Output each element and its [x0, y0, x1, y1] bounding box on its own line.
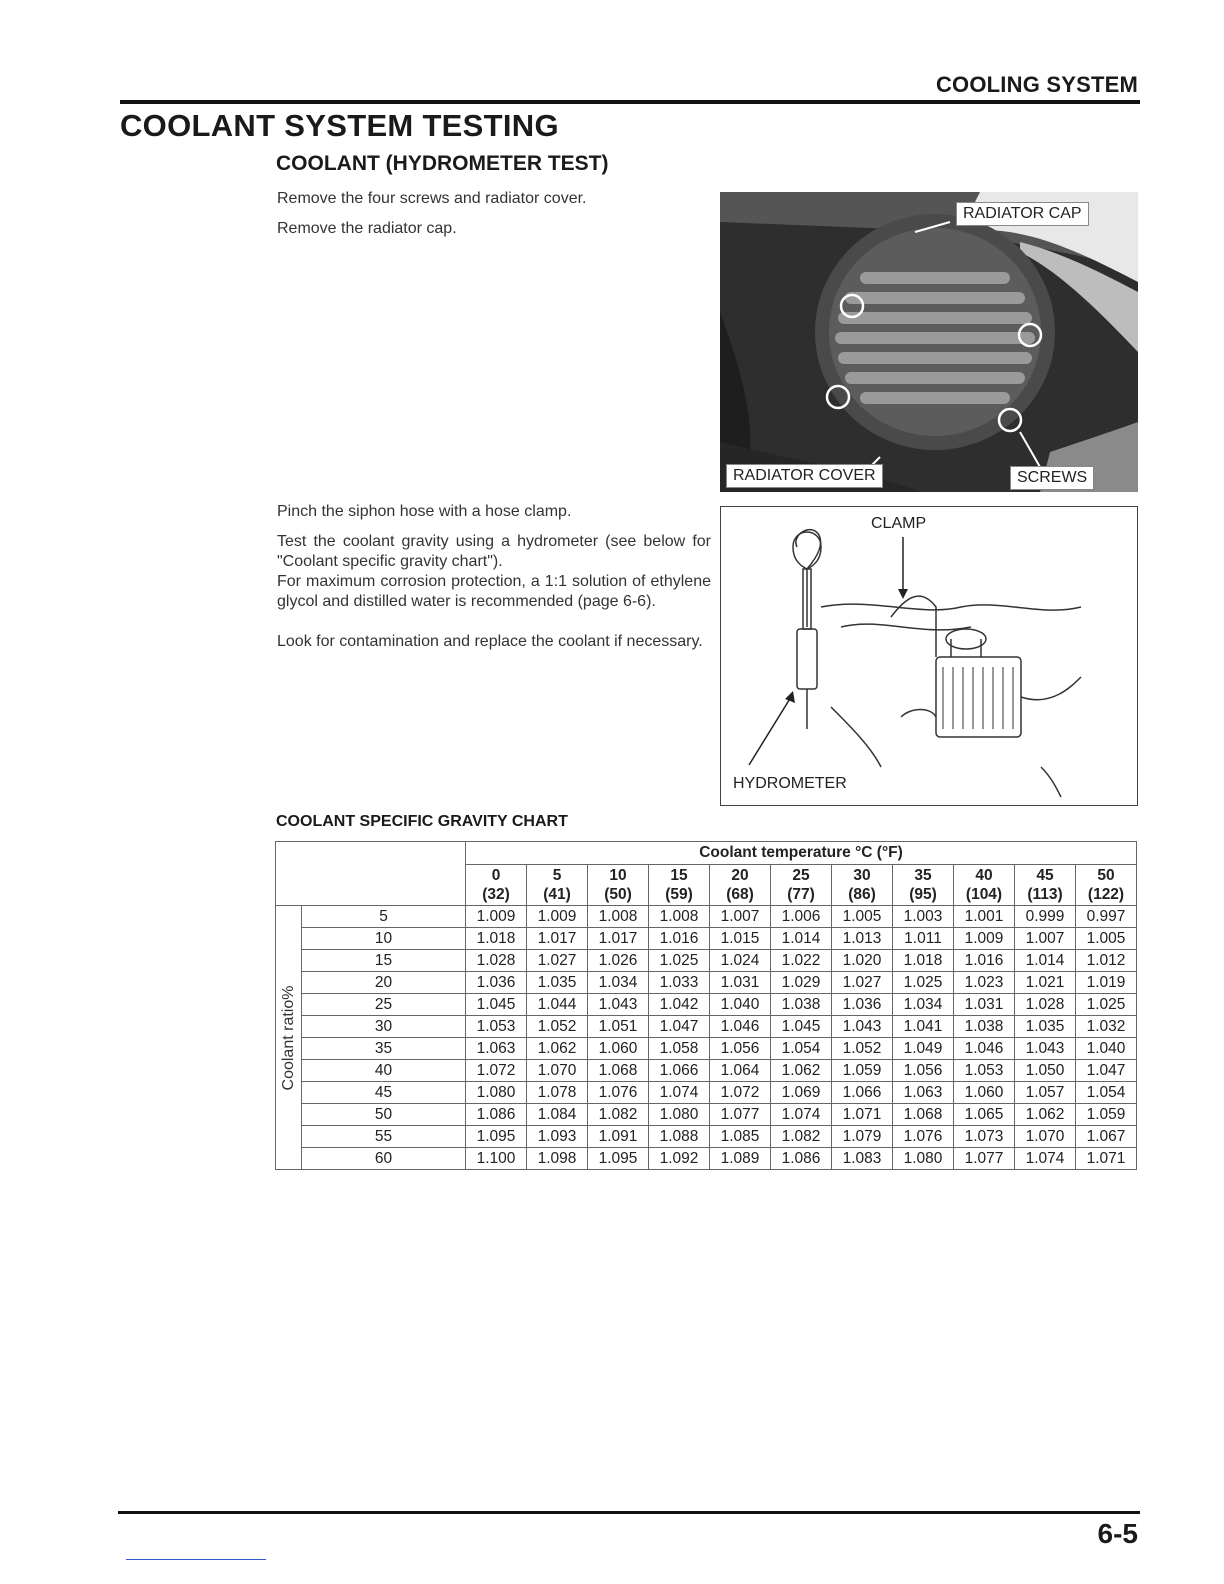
- gravity-value-cell: 1.060: [954, 1082, 1015, 1104]
- gravity-value-cell: 1.092: [649, 1148, 710, 1170]
- temperature-celsius: 40: [975, 867, 993, 884]
- footer-rule: [118, 1511, 1140, 1514]
- temperature-celsius: 25: [792, 867, 810, 884]
- gravity-value-cell: 1.054: [1076, 1082, 1137, 1104]
- gravity-value-cell: 1.001: [954, 906, 1015, 928]
- gravity-value-cell: 0.997: [1076, 906, 1137, 928]
- gravity-value-cell: 1.085: [710, 1126, 771, 1148]
- gravity-value-cell: 1.016: [954, 950, 1015, 972]
- gravity-value-cell: 1.080: [649, 1104, 710, 1126]
- gravity-value-cell: 1.031: [954, 994, 1015, 1016]
- gravity-value-cell: 1.008: [588, 906, 649, 928]
- temperature-column-header: [527, 865, 588, 906]
- gravity-value-cell: 1.077: [954, 1148, 1015, 1170]
- temperature-column-header: [832, 865, 893, 906]
- gravity-value-cell: 1.088: [649, 1126, 710, 1148]
- gravity-value-cell: 1.052: [832, 1038, 893, 1060]
- gravity-value-cell: 1.027: [527, 950, 588, 972]
- ratio-cell: 45: [302, 1082, 466, 1104]
- temperature-fahrenheit: (68): [726, 886, 754, 903]
- gravity-value-cell: 1.027: [832, 972, 893, 994]
- gravity-value-cell: 1.038: [954, 1016, 1015, 1038]
- temperature-column-header: [954, 865, 1015, 906]
- gravity-value-cell: 1.072: [466, 1060, 527, 1082]
- temperature-column-header: [588, 865, 649, 906]
- gravity-value-cell: 1.065: [954, 1104, 1015, 1126]
- gravity-value-cell: 1.063: [893, 1082, 954, 1104]
- page-number: 6-5: [1097, 1518, 1138, 1549]
- gravity-value-cell: 1.062: [527, 1038, 588, 1060]
- gravity-value-cell: 1.066: [832, 1082, 893, 1104]
- chart-title: COOLANT SPECIFIC GRAVITY CHART: [276, 813, 568, 830]
- gravity-value-cell: 1.012: [1076, 950, 1137, 972]
- ratio-cell: 15: [302, 950, 466, 972]
- ratio-cell: 60: [302, 1148, 466, 1170]
- gravity-value-cell: 1.066: [649, 1060, 710, 1082]
- gravity-value-cell: 1.046: [710, 1016, 771, 1038]
- temperature-celsius: 20: [731, 867, 749, 884]
- gravity-value-cell: 1.074: [649, 1082, 710, 1104]
- section-subtitle: COOLANT (HYDROMETER TEST): [276, 152, 609, 175]
- gravity-table-body: [276, 906, 1137, 1170]
- temperature-celsius: 35: [914, 867, 932, 884]
- hydrometer-line-art: [721, 507, 1137, 805]
- table-row: [276, 994, 1137, 1016]
- gravity-value-cell: 1.080: [893, 1148, 954, 1170]
- gravity-value-cell: 1.025: [1076, 994, 1137, 1016]
- gravity-value-cell: 1.095: [466, 1126, 527, 1148]
- gravity-value-cell: 1.035: [1015, 1016, 1076, 1038]
- gravity-value-cell: 1.009: [527, 906, 588, 928]
- radiator-cover-photo: [720, 192, 1138, 492]
- temperature-fahrenheit: (59): [665, 886, 693, 903]
- gravity-value-cell: 1.024: [710, 950, 771, 972]
- gravity-value-cell: 1.086: [466, 1104, 527, 1126]
- temperature-header: Coolant temperature °C (°F): [466, 842, 1137, 865]
- gravity-value-cell: 1.035: [527, 972, 588, 994]
- gravity-value-cell: 1.017: [527, 928, 588, 950]
- step-corrosion-note: For maximum corrosion protection, a 1:1 solution of ethylene glycol and distilled water is recommended (page 6-6).: [277, 573, 711, 610]
- gravity-value-cell: 1.011: [893, 928, 954, 950]
- gravity-value-cell: 1.063: [466, 1038, 527, 1060]
- temperature-fahrenheit: (122): [1087, 886, 1125, 903]
- gravity-value-cell: 1.042: [649, 994, 710, 1016]
- gravity-value-cell: 1.053: [954, 1060, 1015, 1082]
- gravity-value-cell: 1.016: [649, 928, 710, 950]
- ratio-cell: 5: [302, 906, 466, 928]
- table-row: [276, 1126, 1137, 1148]
- gravity-value-cell: 1.070: [527, 1060, 588, 1082]
- section-header: COOLING SYSTEM: [935, 72, 1138, 97]
- step-remove-cap: Remove the radiator cap.: [277, 220, 457, 237]
- gravity-value-cell: 1.056: [893, 1060, 954, 1082]
- temperature-celsius: 45: [1036, 867, 1054, 884]
- gravity-value-cell: 1.036: [832, 994, 893, 1016]
- gravity-value-cell: 1.089: [710, 1148, 771, 1170]
- gravity-value-cell: 1.060: [588, 1038, 649, 1060]
- page-title: COOLANT SYSTEM TESTING: [120, 108, 559, 143]
- gravity-value-cell: 1.079: [832, 1126, 893, 1148]
- gravity-value-cell: 1.013: [832, 928, 893, 950]
- gravity-value-cell: 1.057: [1015, 1082, 1076, 1104]
- temperature-celsius: 15: [670, 867, 688, 884]
- gravity-value-cell: 1.086: [771, 1148, 832, 1170]
- gravity-value-cell: 1.059: [1076, 1104, 1137, 1126]
- gravity-value-cell: 1.077: [710, 1104, 771, 1126]
- radiator-cap-label: RADIATOR CAP: [956, 202, 1089, 226]
- temperature-celsius: 10: [609, 867, 627, 884]
- ratio-cell: 40: [302, 1060, 466, 1082]
- gravity-value-cell: 1.053: [466, 1016, 527, 1038]
- gravity-value-cell: 1.064: [710, 1060, 771, 1082]
- temperature-celsius: 50: [1097, 867, 1115, 884]
- table-row: [276, 950, 1137, 972]
- step-contamination: Look for contamination and replace the coolant if necessary.: [277, 633, 703, 650]
- gravity-value-cell: 1.040: [710, 994, 771, 1016]
- gravity-value-cell: 1.072: [710, 1082, 771, 1104]
- table-row: [276, 1082, 1137, 1104]
- gravity-value-cell: 1.015: [710, 928, 771, 950]
- ratio-cell: 20: [302, 972, 466, 994]
- radiator-photo-graphic: [720, 192, 1138, 492]
- gravity-value-cell: 1.071: [1076, 1148, 1137, 1170]
- gravity-value-cell: 1.080: [466, 1082, 527, 1104]
- gravity-value-cell: 1.008: [649, 906, 710, 928]
- gravity-value-cell: 1.049: [893, 1038, 954, 1060]
- radiator-cover-label: RADIATOR COVER: [726, 464, 883, 488]
- gravity-value-cell: 1.069: [771, 1082, 832, 1104]
- gravity-value-cell: 1.100: [466, 1148, 527, 1170]
- gravity-value-cell: 1.007: [710, 906, 771, 928]
- gravity-value-cell: 1.014: [771, 928, 832, 950]
- gravity-value-cell: 1.014: [1015, 950, 1076, 972]
- temperature-column-header: [649, 865, 710, 906]
- gravity-value-cell: 1.045: [466, 994, 527, 1016]
- gravity-value-cell: 1.034: [588, 972, 649, 994]
- gravity-value-cell: 1.062: [771, 1060, 832, 1082]
- temperature-fahrenheit: (32): [482, 886, 510, 903]
- table-row: [276, 906, 1137, 928]
- gravity-value-cell: 1.051: [588, 1016, 649, 1038]
- gravity-value-cell: 1.018: [466, 928, 527, 950]
- step-pinch-hose: Pinch the siphon hose with a hose clamp.: [277, 503, 572, 520]
- gravity-value-cell: 1.068: [893, 1104, 954, 1126]
- gravity-value-cell: 1.046: [954, 1038, 1015, 1060]
- hydrometer-drawing: [720, 506, 1138, 806]
- gravity-value-cell: 1.043: [832, 1016, 893, 1038]
- gravity-value-cell: 1.033: [649, 972, 710, 994]
- gravity-value-cell: 1.073: [954, 1126, 1015, 1148]
- gravity-value-cell: 1.047: [649, 1016, 710, 1038]
- gravity-value-cell: 1.005: [1076, 928, 1137, 950]
- gravity-value-cell: 1.023: [954, 972, 1015, 994]
- gravity-value-cell: 1.043: [588, 994, 649, 1016]
- screws-label: SCREWS: [1010, 466, 1094, 490]
- gravity-value-cell: 1.058: [649, 1038, 710, 1060]
- header-rule: [120, 100, 1140, 104]
- corner-cell: [276, 842, 466, 906]
- gravity-value-cell: 1.074: [1015, 1148, 1076, 1170]
- gravity-value-cell: 1.082: [588, 1104, 649, 1126]
- ratio-cell: 55: [302, 1126, 466, 1148]
- temperature-column-header: [771, 865, 832, 906]
- temperature-fahrenheit: (77): [787, 886, 815, 903]
- ratio-cell: 25: [302, 994, 466, 1016]
- clamp-label: CLAMP: [871, 515, 927, 532]
- gravity-value-cell: 1.009: [466, 906, 527, 928]
- gravity-value-cell: 1.017: [588, 928, 649, 950]
- gravity-value-cell: 1.047: [1076, 1060, 1137, 1082]
- gravity-value-cell: 1.093: [527, 1126, 588, 1148]
- gravity-value-cell: 1.029: [771, 972, 832, 994]
- gravity-value-cell: 1.062: [1015, 1104, 1076, 1126]
- footer-link-underline: [126, 1559, 266, 1560]
- gravity-value-cell: 1.044: [527, 994, 588, 1016]
- gravity-value-cell: 1.059: [832, 1060, 893, 1082]
- gravity-value-cell: 1.070: [1015, 1126, 1076, 1148]
- table-row: [276, 1104, 1137, 1126]
- gravity-value-cell: 1.052: [527, 1016, 588, 1038]
- gravity-value-cell: 1.021: [1015, 972, 1076, 994]
- gravity-value-cell: 1.022: [771, 950, 832, 972]
- gravity-value-cell: 1.074: [771, 1104, 832, 1126]
- ratio-cell: 10: [302, 928, 466, 950]
- gravity-value-cell: 1.071: [832, 1104, 893, 1126]
- temperature-fahrenheit: (86): [848, 886, 876, 903]
- gravity-value-cell: 1.045: [771, 1016, 832, 1038]
- temperature-celsius: 0: [491, 867, 501, 884]
- gravity-value-cell: 1.018: [893, 950, 954, 972]
- gravity-value-cell: 1.095: [588, 1148, 649, 1170]
- gravity-value-cell: 1.003: [893, 906, 954, 928]
- temperature-fahrenheit: (95): [909, 886, 937, 903]
- gravity-value-cell: 1.028: [1015, 994, 1076, 1016]
- step-test-gravity: Test the coolant gravity using a hydrometer (see below for "Coolant specific gravity chart").: [277, 533, 711, 570]
- ratio-cell: 35: [302, 1038, 466, 1060]
- gravity-value-cell: 1.054: [771, 1038, 832, 1060]
- gravity-value-cell: 1.076: [893, 1126, 954, 1148]
- ratio-cell: 50: [302, 1104, 466, 1126]
- hydrometer-label: HYDROMETER: [733, 775, 847, 792]
- temperature-fahrenheit: (41): [543, 886, 571, 903]
- gravity-value-cell: 1.041: [893, 1016, 954, 1038]
- gravity-value-cell: 1.025: [893, 972, 954, 994]
- gravity-value-cell: 1.038: [771, 994, 832, 1016]
- ratio-cell: 30: [302, 1016, 466, 1038]
- gravity-value-cell: 1.078: [527, 1082, 588, 1104]
- temperature-column-header: [1015, 865, 1076, 906]
- temperature-fahrenheit: (50): [604, 886, 632, 903]
- gravity-value-cell: 1.005: [832, 906, 893, 928]
- table-row: [276, 1016, 1137, 1038]
- gravity-value-cell: 1.043: [1015, 1038, 1076, 1060]
- temperature-fahrenheit: (113): [1027, 886, 1063, 903]
- gravity-value-cell: 1.032: [1076, 1016, 1137, 1038]
- table-row: [276, 1038, 1137, 1060]
- gravity-value-cell: 1.076: [588, 1082, 649, 1104]
- row-axis-cell: [276, 906, 302, 1170]
- gravity-value-cell: 1.006: [771, 906, 832, 928]
- row-axis-label: Coolant ratio%: [279, 985, 297, 1090]
- step-remove-screws: Remove the four screws and radiator cover.: [277, 190, 587, 207]
- gravity-value-cell: 1.083: [832, 1148, 893, 1170]
- temperature-column-header: [893, 865, 954, 906]
- gravity-value-cell: 1.026: [588, 950, 649, 972]
- gravity-value-cell: 1.034: [893, 994, 954, 1016]
- gravity-value-cell: 1.098: [527, 1148, 588, 1170]
- gravity-value-cell: 1.082: [771, 1126, 832, 1148]
- temperature-column-header: [466, 865, 527, 906]
- gravity-value-cell: 1.025: [649, 950, 710, 972]
- gravity-value-cell: 0.999: [1015, 906, 1076, 928]
- gravity-value-cell: 1.031: [710, 972, 771, 994]
- table-row: [276, 1060, 1137, 1082]
- temperature-column-header: [1076, 865, 1137, 906]
- gravity-value-cell: 1.068: [588, 1060, 649, 1082]
- gravity-value-cell: 1.028: [466, 950, 527, 972]
- temperature-celsius: 30: [853, 867, 871, 884]
- gravity-value-cell: 1.050: [1015, 1060, 1076, 1082]
- table-row: [276, 972, 1137, 994]
- table-row: [276, 1148, 1137, 1170]
- gravity-table: [275, 841, 1137, 1170]
- temperature-column-header: [710, 865, 771, 906]
- gravity-value-cell: 1.036: [466, 972, 527, 994]
- temperature-celsius: 5: [552, 867, 562, 884]
- gravity-value-cell: 1.084: [527, 1104, 588, 1126]
- gravity-value-cell: 1.007: [1015, 928, 1076, 950]
- gravity-value-cell: 1.019: [1076, 972, 1137, 994]
- gravity-value-cell: 1.091: [588, 1126, 649, 1148]
- gravity-value-cell: 1.040: [1076, 1038, 1137, 1060]
- gravity-value-cell: 1.067: [1076, 1126, 1137, 1148]
- table-row: [276, 928, 1137, 950]
- temperature-fahrenheit: (104): [965, 886, 1003, 903]
- gravity-value-cell: 1.056: [710, 1038, 771, 1060]
- gravity-value-cell: 1.020: [832, 950, 893, 972]
- gravity-value-cell: 1.009: [954, 928, 1015, 950]
